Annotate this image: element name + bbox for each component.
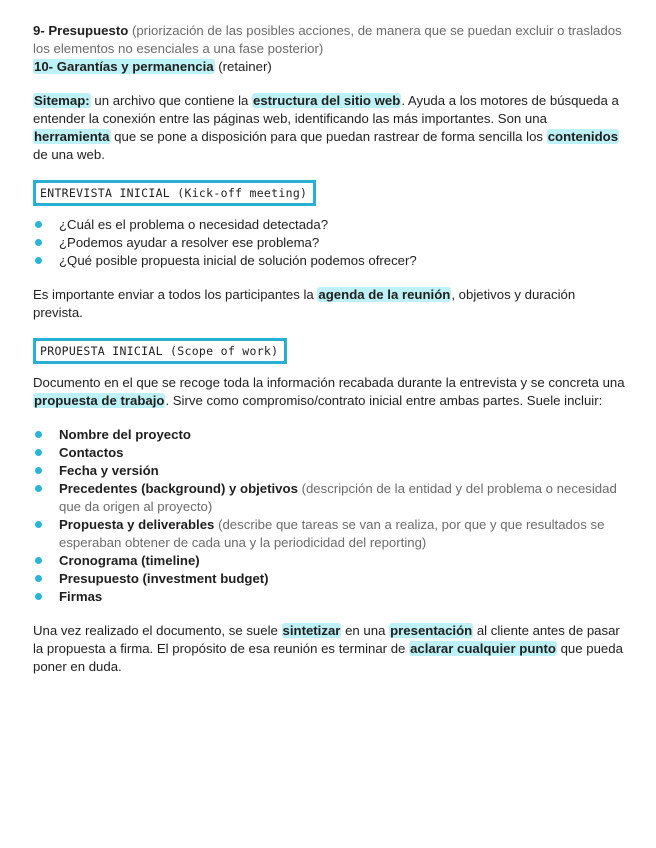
closing-text-4: que pueda poner en duda.: [33, 641, 623, 674]
bullet-icon: [35, 221, 42, 228]
question-text: ¿Podemos ayudar a resolver ese problema?: [59, 235, 320, 250]
sitemap-text-4: de una web.: [33, 147, 105, 162]
list-item: [33, 570, 626, 588]
sitemap-text-1: un archivo que contiene la: [90, 93, 252, 108]
kickoff-note-end: , objetivos y duración prevista.: [33, 287, 576, 320]
closing-highlight-1: sintetizar: [282, 623, 341, 638]
list-item: [33, 516, 626, 552]
list-item: [33, 426, 626, 444]
list-item: [33, 252, 626, 270]
closing-highlight-2: presentación: [390, 623, 473, 638]
bullet-icon: [35, 257, 42, 264]
sitemap-text-3: que se pone a disposición para que puedan rastrear de forma sencilla los: [110, 129, 547, 144]
closing-highlight-3: aclarar cualquier punto: [410, 641, 556, 656]
bullet-icon: [35, 485, 42, 492]
sitemap-text-2: . Ayuda a los motores de búsqueda a entender la conexión entre las páginas web, identificando las más importantes. Son una: [33, 93, 619, 126]
kickoff-note-text: Es importante enviar a todos los participantes la: [33, 287, 318, 302]
bullet-icon: [35, 449, 42, 456]
item-9-label: 9- Presupuesto: [33, 23, 129, 38]
item-label: Cronograma (timeline): [59, 553, 200, 568]
item-label: Firmas: [59, 589, 103, 604]
item-label: Fecha y versión: [59, 463, 159, 478]
sitemap-term: Sitemap:: [34, 93, 90, 108]
item-9-text: (priorización de las posibles acciones, de manera que se puedan excluir o traslados los elementos no esenciales a una fase posterior): [33, 23, 622, 56]
closing-text-3: al cliente antes de pasar la propuesta a firma. El propósito de esa reunión es terminar de: [33, 623, 620, 656]
list-item: [33, 234, 626, 252]
item-label: Precedentes (background) y objetivos: [59, 481, 298, 496]
item-label: Contactos: [59, 445, 124, 460]
item-label: Presupuesto (investment budget): [59, 571, 269, 586]
bullet-icon: [35, 521, 42, 528]
item-description: (describe que tareas se van a realiza, por que y que resultados se esperaban obtener de cada una y la periodicidad del reporting): [59, 517, 605, 550]
bullet-icon: [35, 557, 42, 564]
scope-end: . Sirve como compromiso/contrato inicial entre ambas partes. Suele incluir:: [165, 393, 603, 408]
section-title-scope: PROPUESTA INICIAL (Scope of work): [33, 338, 287, 364]
list-item: [33, 588, 626, 606]
sitemap-definition: [33, 92, 626, 164]
list-item: [33, 216, 626, 234]
item-10-text: (retainer): [214, 59, 272, 74]
list-item: [33, 444, 626, 462]
bullet-icon: [35, 431, 42, 438]
sitemap-highlight-2: herramienta: [34, 129, 110, 144]
item-label: Nombre del proyecto: [59, 427, 191, 442]
closing-paragraph: [33, 622, 626, 676]
item-description: (descripción de la entidad y del problema o necesidad que da origen al proyecto): [59, 481, 617, 514]
kickoff-questions: [33, 216, 626, 270]
scope-description: [33, 374, 626, 410]
question-text: ¿Cuál es el problema o necesidad detectada?: [59, 217, 329, 232]
section-title-kickoff: ENTREVISTA INICIAL (Kick-off meeting): [33, 180, 316, 206]
list-item: [33, 552, 626, 570]
bullet-icon: [35, 575, 42, 582]
scope-items: [33, 426, 626, 606]
kickoff-note: [33, 286, 626, 322]
question-text: ¿Qué posible propuesta inicial de solución podemos ofrecer?: [59, 253, 417, 268]
item-label: Propuesta y deliverables: [59, 517, 215, 532]
item-9: [33, 22, 626, 58]
kickoff-note-highlight: agenda de la reunión: [318, 287, 451, 302]
scope-highlight: propuesta de trabajo: [34, 393, 165, 408]
closing-text-2: en una: [341, 623, 390, 638]
bullet-icon: [35, 467, 42, 474]
sitemap-highlight-1: estructura del sitio web: [253, 93, 401, 108]
closing-text-1: Una vez realizado el documento, se suele: [33, 623, 282, 638]
bullet-icon: [35, 239, 42, 246]
item-10: [33, 58, 626, 76]
bullet-icon: [35, 593, 42, 600]
scope-text: Documento en el que se recoge toda la información recabada durante la entrevista y se concreta una: [33, 375, 625, 390]
sitemap-highlight-3: contenidos: [547, 129, 619, 144]
list-item: [33, 480, 626, 516]
item-10-label: 10- Garantías y permanencia: [34, 59, 214, 74]
list-item: [33, 462, 626, 480]
